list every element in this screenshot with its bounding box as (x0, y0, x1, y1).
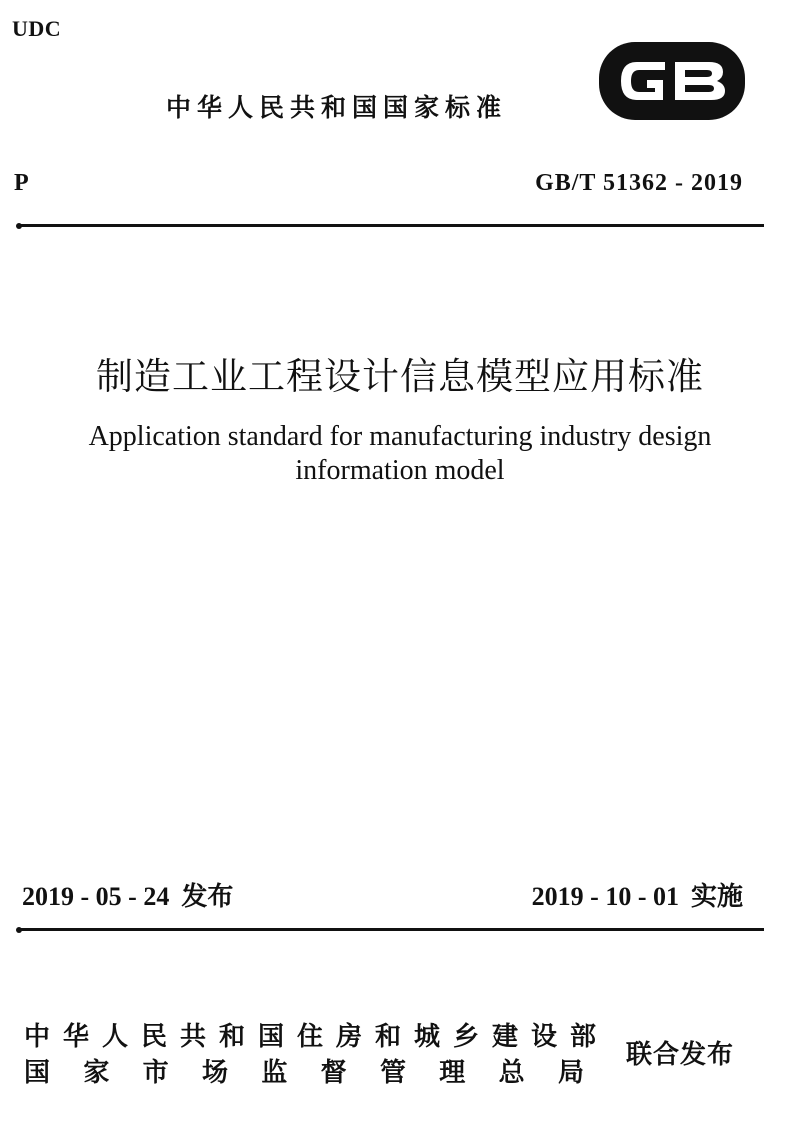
issue-label: 发布 (181, 882, 234, 912)
issue-date: 2019 - 05 - 24 (22, 882, 170, 911)
standard-number: GB/T 51362 - 2019 (535, 170, 743, 196)
title-english (0, 420, 800, 488)
joint-issue-label: 联合发布 (626, 1040, 735, 1070)
gb-logo (597, 40, 747, 122)
publisher-char: 总 (498, 1058, 525, 1088)
implement-date: 2019 - 10 - 01 (531, 882, 679, 911)
classification-code: P (14, 170, 29, 196)
implement-date-block (532, 876, 743, 913)
publisher-char: 市 (142, 1058, 169, 1088)
publisher-char: 场 (201, 1058, 228, 1088)
title-english-line2: information model (295, 455, 505, 486)
publisher-char: 监 (261, 1058, 288, 1088)
publisher-char: 局 (557, 1058, 584, 1088)
title-chinese: 制造工业工程设计信息模型应用标准 (96, 355, 704, 398)
implement-label: 实施 (690, 882, 743, 912)
publisher-samr (24, 1052, 584, 1089)
publisher-char: 国 (24, 1058, 51, 1088)
national-standard-heading: 中华人民共和国国家标准 (166, 93, 508, 122)
footer-rule (18, 928, 764, 931)
issue-date-block (22, 876, 233, 913)
udc-label: UDC (12, 16, 62, 41)
publisher-char: 督 (320, 1058, 347, 1088)
header-rule (18, 224, 764, 227)
publisher-char: 理 (439, 1058, 466, 1088)
title-english-line1: Application standard for manufacturing industry design (88, 421, 712, 452)
publisher-mohurd: 中华人民共和国住房和城乡建设部 (24, 1022, 610, 1052)
publisher-char: 管 (379, 1058, 406, 1088)
publisher-char: 家 (83, 1058, 110, 1088)
